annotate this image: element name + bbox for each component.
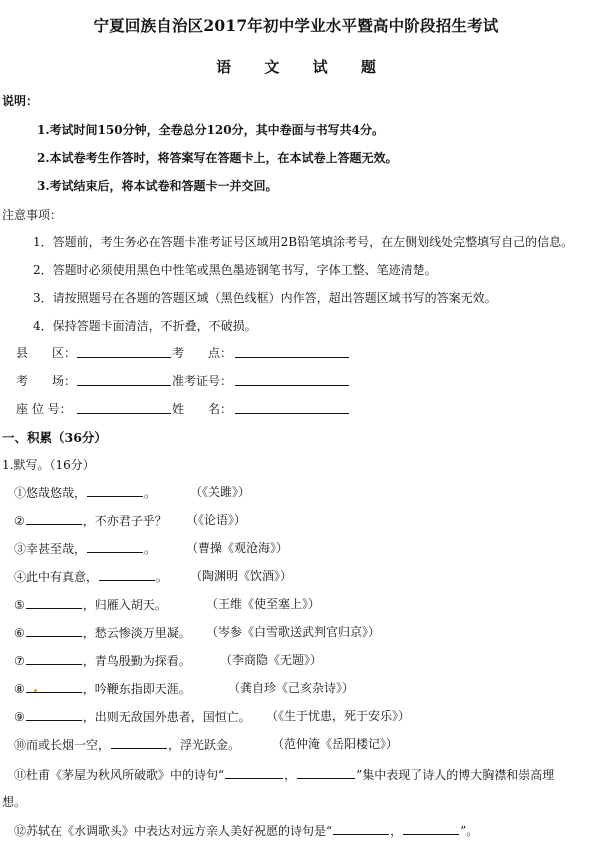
room-field[interactable] (77, 385, 171, 386)
room-label: 考 场： (16, 374, 77, 388)
item-text-pre: ⑦ (14, 654, 25, 668)
answer-blank[interactable] (26, 511, 82, 525)
answer-blank[interactable] (87, 483, 143, 497)
note-item: 4．保持答题卡面清洁，不折叠，不破损。 (33, 319, 257, 333)
item-source: （李商隐《无题》） (220, 653, 323, 667)
item-text-post: ，愁云惨淡万里凝。 (82, 626, 191, 640)
answer-blank[interactable] (99, 567, 155, 581)
instructions-label: 说明： (2, 94, 39, 108)
item-text-pre: ⑤ (14, 598, 25, 612)
answer-blank[interactable] (26, 707, 82, 721)
item-text-post: ，浮光跃金。 (168, 738, 241, 752)
dictation-item-5 (14, 595, 167, 613)
item-text-pre: ⑥ (14, 626, 25, 640)
item-text-post: 。 (156, 570, 169, 584)
dictation-item-1 (14, 483, 156, 501)
item-text-post: ”。 (460, 824, 479, 838)
answer-blank[interactable] (333, 821, 389, 835)
item-text-continued: 想。 (2, 795, 27, 809)
answer-blank[interactable] (26, 595, 82, 609)
dictation-item-3 (14, 539, 156, 557)
note-item: 2．答题时必须使用黑色中性笔或黑色墨迹钢笔书写，字体工整、笔迹清楚。 (33, 263, 437, 277)
answer-blank[interactable] (87, 539, 143, 553)
answer-blank[interactable] (225, 765, 283, 779)
county-field[interactable] (77, 357, 171, 358)
item-text-pre: ①悠哉悠哉， (14, 486, 87, 500)
item-text-post: ，青鸟殷勤为探看。 (82, 654, 191, 668)
question-1-label: 1.默写。（16分） (2, 458, 95, 472)
answer-blank[interactable] (111, 735, 167, 749)
item-source: （龚自珍《己亥杂诗》） (228, 681, 355, 695)
seat-label: 座 位 号： (16, 402, 72, 416)
instruction-item: 3.考试结束后，将本试卷和答题卡一并交回。 (37, 179, 278, 193)
site-label: 考 点： (172, 346, 233, 360)
dictation-item-8 (14, 679, 191, 697)
section-heading: 一、积累（36分） (2, 430, 107, 445)
item-source: （范仲淹《岳阳楼记》） (272, 737, 399, 751)
item-source: （《关雎》） (190, 485, 251, 499)
dictation-item-11 (14, 765, 554, 783)
item-text-pre: ⑨ (14, 710, 25, 724)
item-text-post: ，归雁入胡天。 (82, 598, 167, 612)
dictation-item-9 (14, 707, 251, 725)
dictation-item-7 (14, 651, 191, 669)
item-source: （岑参《白雪歌送武判官归京》） (206, 625, 381, 639)
ticket-field[interactable] (235, 385, 349, 386)
paper-subtitle: 语 文 试 题 (216, 58, 390, 76)
item-source: （曹操《观沧海》） (186, 541, 289, 555)
answer-blank[interactable] (26, 651, 82, 665)
exam-title: 宁夏回族自治区2017年初中学业水平暨高中阶段招生考试 (93, 16, 499, 35)
county-label: 县 区： (16, 346, 77, 360)
seat-field[interactable] (77, 413, 171, 414)
instruction-item: 2.本试卷考生作答时，将答案写在答题卡上，在本试卷上答题无效。 (37, 151, 398, 165)
item-text-pre: ④此中有真意， (14, 570, 99, 584)
ink-mark (34, 689, 37, 692)
item-text-post: ，不亦君子乎？ (82, 514, 167, 528)
item-text-pre: ⑪杜甫《茅屋为秋风所破歌》中的诗句“ (14, 768, 225, 782)
note-item: 3．请按照题号在各题的答题区域（黑色线框）内作答，超出答题区域书写的答案无效。 (33, 291, 497, 305)
item-text-post: ”集中表现了诗人的博大胸襟和崇高理 (356, 768, 555, 782)
item-text-pre: ⑫苏轼在《水调歌头》中表达对远方亲人美好祝愿的诗句是“ (14, 824, 333, 838)
item-source: （《生于忧患，死于安乐》） (266, 709, 411, 723)
dictation-item-12 (14, 821, 478, 839)
item-text-post: 。 (144, 542, 157, 556)
dictation-item-2 (14, 511, 167, 529)
item-text-pre: ⑧ (14, 682, 25, 696)
item-text-post: 。 (144, 486, 157, 500)
site-field[interactable] (235, 357, 349, 358)
item-text-mid: ， (284, 768, 297, 782)
answer-blank[interactable] (26, 623, 82, 637)
item-source: （《论语》） (186, 513, 247, 527)
item-text-pre: ② (14, 514, 25, 528)
name-label: 姓 名： (172, 402, 233, 416)
dictation-item-4 (14, 567, 168, 585)
dictation-item-10 (14, 735, 240, 753)
notes-label: 注意事项： (2, 208, 63, 222)
item-text-pre: ⑩而或长烟一空， (14, 738, 111, 752)
name-field[interactable] (235, 413, 349, 414)
item-text-mid: ， (390, 824, 403, 838)
note-item: 1．答题前，考生务必在答题卡准考证号区域用2B铅笔填涂考号，在左侧划线处完整填写自己的信息。 (33, 235, 574, 249)
dictation-item-6 (14, 623, 191, 641)
answer-blank[interactable] (297, 765, 355, 779)
item-source: （王维《使至塞上》） (206, 597, 321, 611)
ticket-label: 准考证号： (172, 374, 233, 388)
item-text-post: ，出则无敌国外患者，国恒亡。 (82, 710, 251, 724)
item-source: （陶渊明《饮酒》） (190, 569, 293, 583)
instruction-item: 1.考试时间150分钟，全卷总分120分，其中卷面与书写共4分。 (37, 123, 384, 137)
item-text-pre: ③幸甚至哉， (14, 542, 87, 556)
answer-blank[interactable] (403, 821, 459, 835)
item-text-post: ，吟鞭东指即天涯。 (82, 682, 191, 696)
